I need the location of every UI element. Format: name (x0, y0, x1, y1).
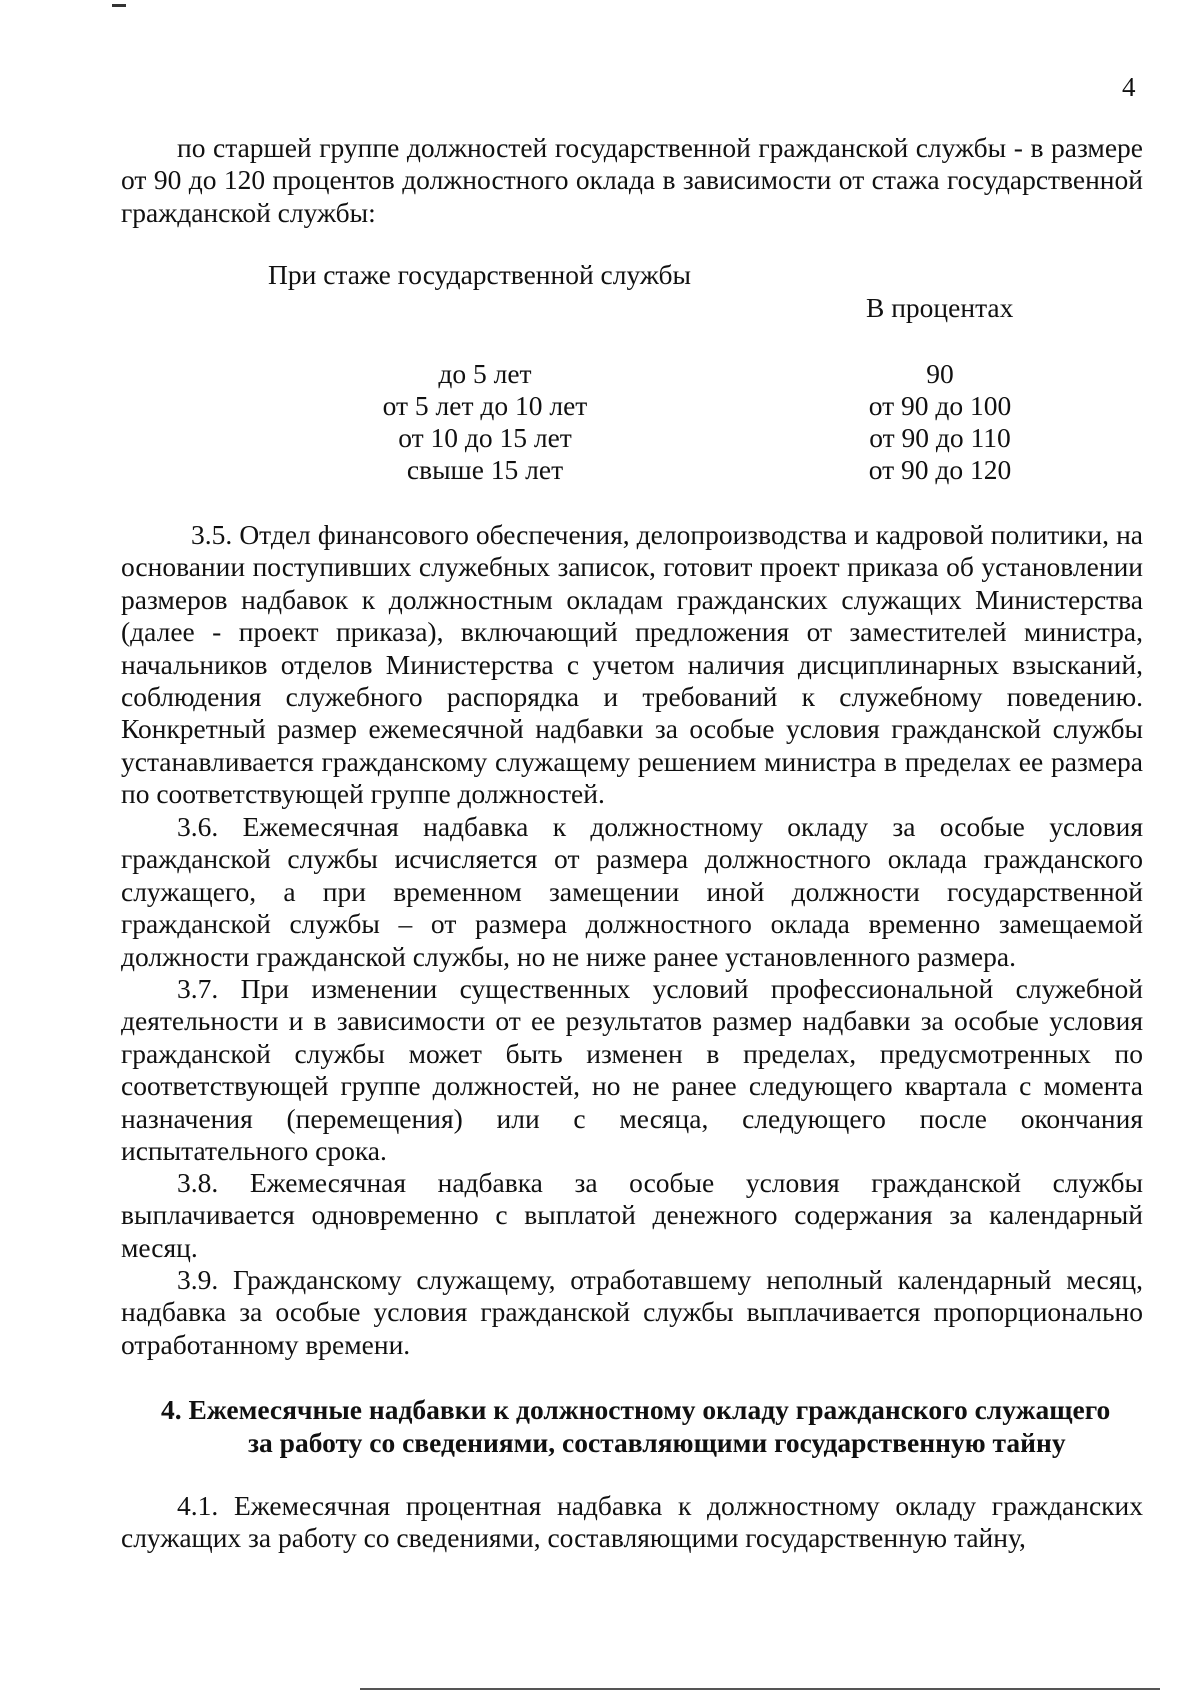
scan-artifact (112, 4, 126, 7)
paragraph-3-9: 3.9. Гражданскому служащему, отработавшему неполный календарный месяц, надбавка за особые условия гражданской службы выплачивается пропорционально отработанному времени. (121, 1264, 1143, 1360)
paragraph-3-8: 3.8. Ежемесячная надбавка за особые условия гражданской службы выплачивается одновременно с выплатой денежного содержания за календарный месяц. (121, 1167, 1143, 1263)
table-cell-percent: от 90 до 110 (869, 422, 1011, 453)
paragraph-4-1: 4.1. Ежемесячная процентная надбавка к должностному окладу гражданских служащих за работу со сведениями, составляющими государственную тайну, (121, 1490, 1143, 1554)
table-cell-term: до 5 лет (438, 358, 532, 389)
scan-bottom-line (360, 1688, 1160, 1690)
table-cell-term: от 5 лет до 10 лет (382, 390, 588, 421)
table-cell-percent: от 90 до 120 (868, 454, 1012, 485)
section-4-heading-line1: 4. Ежемесячные надбавки к должностному окладу гражданского служащего (161, 1394, 1111, 1425)
paragraph-3-5: 3.5. Отдел финансового обеспечения, делопроизводства и кадровой политики, на основании поступивших служебных записок, готовит проект приказа об установлении размеров надбавок к должностным окладам гражданских служащих Министерства (далее - проект приказа), включающий предложения от заместителей министра, начальников отделов Министерства с учетом наличия дисциплинарных взысканий, соблюдения служебного распорядка и требований к служебному поведению. Конкретный размер ежемесячной надбавки за особые условия гражданской службы устанавливается гражданскому служащему решением министра в пределах ее размера по соответствующей группе должностей. (121, 519, 1143, 810)
paragraph-3-7: 3.7. При изменении существенных условий профессиональной служебной деятельности и в зависимости от ее результатов размер надбавки за особые условия гражданской службы может быть изменен в пределах, предусмотренных по соответствующей группе должностей, но не ранее следующего квартала с момента назначения (перемещения) или с месяца, следующего после окончания испытательного срока. (121, 973, 1143, 1167)
section-4-heading-line2: за работу со сведениями, составляющими государственную тайну (248, 1427, 1066, 1458)
table-cell-percent: 90 (926, 358, 954, 389)
page-number: 4 (1122, 72, 1136, 102)
table-cell-percent: от 90 до 100 (868, 390, 1012, 421)
table-cell-term: свыше 15 лет (406, 454, 564, 485)
table-header-term: При стаже государственной службы (268, 259, 691, 290)
intro-paragraph: по старшей группе должностей государственной гражданской службы - в размере от 90 до 120 процентов должностного оклада в зависимости от стажа государственной гражданской службы: (121, 132, 1143, 228)
table-header-unit: В процентах (866, 292, 1014, 323)
paragraph-3-6: 3.6. Ежемесячная надбавка к должностному окладу за особые условия гражданской службы исчисляется от размера должностного оклада гражданского служащего, а при временном замещении иной должности государственной гражданской службы – от размера должностного оклада временно замещаемой должности гражданской службы, но не ниже ранее установленного размера. (121, 811, 1143, 972)
section-4-heading (121, 1393, 1143, 1459)
table-cell-term: от 10 до 15 лет (398, 422, 572, 453)
